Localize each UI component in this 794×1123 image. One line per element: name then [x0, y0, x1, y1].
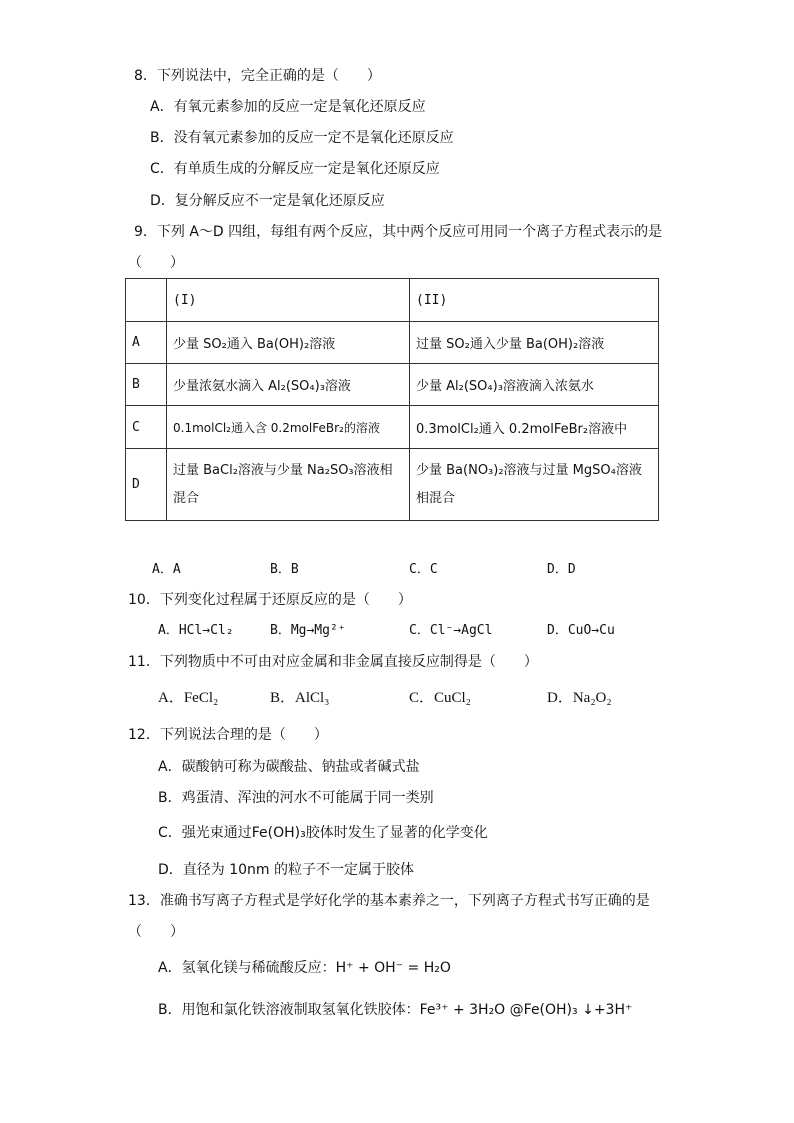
q11-stem: 11．下列物质中不可由对应金属和非金属直接反应制得是（ ）	[128, 654, 538, 670]
row-label: D	[126, 449, 167, 521]
q9-stem: 9．下列 A～D 四组，每组有两个反应，其中两个反应可用同一个离子方程式表示的是	[134, 224, 663, 240]
q11-choice-c: C．CuCl₂	[409, 690, 471, 706]
q11-choice-d: D．Na₂O₂	[547, 690, 612, 706]
q13-paren: （ ）	[128, 924, 184, 940]
row-cell-1: 少量 SO₂通入 Ba(OH)₂溶液	[167, 322, 410, 364]
table-header-col2: (II)	[410, 279, 659, 322]
q12-option-a: A．碳酸钠可称为碳酸盐、钠盐或者碱式盐	[158, 759, 420, 775]
row-label: C	[126, 406, 167, 449]
row-cell-2: 过量 SO₂通入少量 Ba(OH)₂溶液	[410, 322, 659, 364]
q10-choice-c: C．Cl⁻→AgCl	[409, 623, 493, 638]
row-cell-2: 少量 Al₂(SO₄)₃溶液滴入浓氨水	[410, 364, 659, 406]
q10-choice-d: D．CuO→Cu	[547, 623, 615, 638]
row-cell-1: 过量 BaCl₂溶液与少量 Na₂SO₃溶液相混合	[167, 449, 410, 521]
q8-option-b: B．没有氧元素参加的反应一定不是氧化还原反应	[150, 130, 454, 146]
q9-choice-a: A．A	[152, 562, 181, 577]
row-label: B	[126, 364, 167, 406]
q9-table	[125, 278, 659, 521]
q10-stem: 10．下列变化过程属于还原反应的是（ ）	[128, 592, 412, 608]
q8-option-d: D．复分解反应不一定是氧化还原反应	[150, 193, 385, 209]
row-label: A	[126, 322, 167, 364]
q9-choice-c: C．C	[409, 562, 438, 577]
q11-choice-a: A．FeCl₂	[158, 690, 219, 706]
row-cell-2: 0.3molCl₂通入 0.2molFeBr₂溶液中	[410, 406, 659, 449]
table-row	[126, 449, 659, 521]
q13-option-b: B．用饱和氯化铁溶液制取氢氧化铁胶体：Fe³⁺ + 3H₂O @Fe(OH)₃ ↓+3H⁺	[158, 1002, 633, 1018]
q9-choice-d: D．D	[547, 562, 576, 577]
table-row	[126, 322, 659, 364]
q8-option-c: C．有单质生成的分解反应一定是氧化还原反应	[150, 161, 440, 177]
q10-choice-a: A．HCl→Cl₂	[158, 623, 234, 638]
q8-option-a: A．有氧元素参加的反应一定是氧化还原反应	[150, 99, 426, 115]
q12-option-d: D．直径为 10nm 的粒子不一定属于胶体	[158, 862, 415, 878]
q13-option-a: A．氢氧化镁与稀硫酸反应：H⁺ + OH⁻ = H₂O	[158, 960, 451, 976]
row-cell-1: 少量浓氨水滴入 Al₂(SO₄)₃溶液	[167, 364, 410, 406]
table-row	[126, 364, 659, 406]
q11-choice-b: B．AlCl₃	[270, 690, 330, 706]
q10-choice-b: B．Mg→Mg²⁺	[270, 623, 346, 638]
q9-paren: （ ）	[128, 255, 184, 271]
row-cell-1: 0.1molCl₂通入含 0.2molFeBr₂的溶液	[167, 406, 410, 449]
q13-stem: 13．准确书写离子方程式是学好化学的基本素养之一，下列离子方程式书写正确的是	[128, 893, 650, 909]
table-header-empty	[126, 279, 167, 322]
q12-option-b: B．鸡蛋清、浑浊的河水不可能属于同一类别	[158, 790, 434, 806]
q12-option-c: C．强光束通过Fe(OH)₃胶体时发生了显著的化学变化	[158, 825, 488, 841]
q9-choice-b: B．B	[270, 562, 299, 577]
q12-stem: 12．下列说法合理的是（ ）	[128, 727, 328, 743]
table-row	[126, 406, 659, 449]
q8-stem: 8．下列说法中，完全正确的是（ ）	[134, 68, 381, 84]
table-header-col1: (I)	[167, 279, 410, 322]
row-cell-2: 少量 Ba(NO₃)₂溶液与过量 MgSO₄溶液相混合	[410, 449, 659, 521]
